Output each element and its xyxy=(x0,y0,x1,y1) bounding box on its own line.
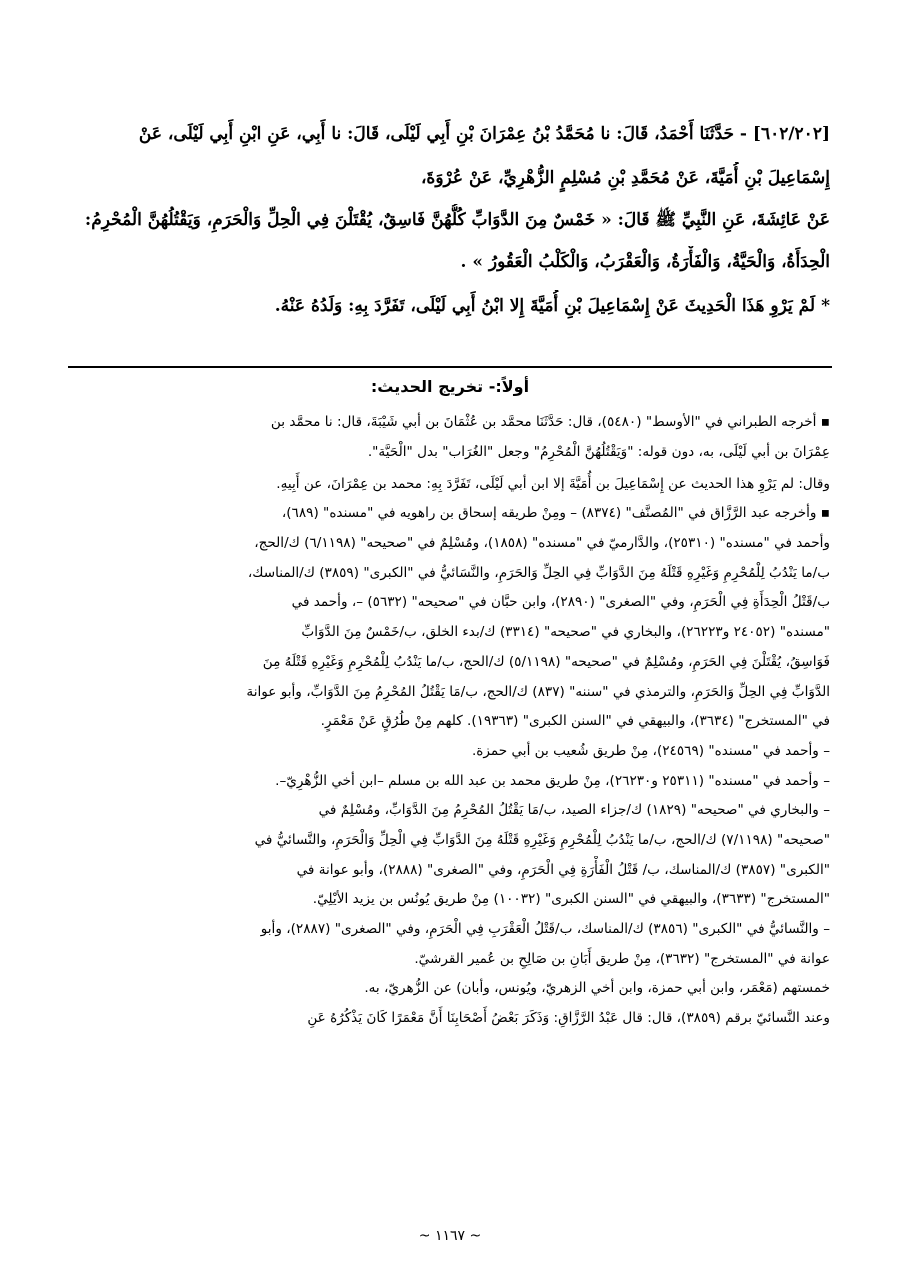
body-line: ب/قَتْلُ الْحِدَأَةِ فِي الْحَرَمِ، وفي "الصغرى" (٢٨٩٠)، وابن حبَّان في "صحيحه" (٥٦٣٢) –، وأحمد في xyxy=(291,594,830,611)
hadith-line-1: [٦٠٢/٢٠٢] - حَدَّثَنَا أَحْمَدُ، قَالَ: نا مُحَمَّدُ بْنُ عِمْرَانَ بْنِ أَبِي لَيْلَى، قَالَ: نا أَبِي، عَنِ ابْنِ أَبِي لَيْلَى، عَنْ xyxy=(138,124,830,144)
body-line: عِمْرَانَ بن أبي لَيْلَى، به، دون قوله: "وَيَقْتُلُهُنَّ الْمُحْرِمُ" وجعل "الغُرَاب" بدل "الْحَيَّة". xyxy=(367,443,830,460)
hadith-note-text: لَمْ يَرْوِ هَذَا الْحَدِيثَ عَنْ إِسْمَاعِيلَ بْنِ أُمَيَّةَ إِلا ابْنُ أَبِي لَيْلَى، تَفَرَّدَ بِهِ: وَلَدُهُ عَنْهُ. xyxy=(274,296,816,316)
body-line: "صحيحه" (٧/١١٩٨) ك/الحج، ب/ما يَنْدُبُ لِلْمُحْرِمِ وَغَيْرِهِ قَتْلَهُ مِنَ الدَّوَابِّ فِي الْحِلِّ وَالْحَرَمِ، والنَّسائيُّ في xyxy=(254,831,830,848)
body-line: فَوَاسِقُ، يُقْتَلْنَ فِي الحَرَمِ، ومُسْلِمٌ في "صحيحه" (٥/١١٩٨) ك/الحج، ب/ما يَنْدُبُ لِلْمُحْرِمِ وَغَيْرِهِ قَتْلَهُ مِنَ xyxy=(262,653,830,670)
page-number: ~ ١١٦٧ ~ xyxy=(418,1228,482,1244)
body-line: الدَّوَابِّ فِي الحِلِّ وَالحَرَمِ، والترمذي في "سننه" (٨٣٧) ك/الحج، ب/مَا يَقْتُلُ المُحْرِمُ مِنَ الدَّوَابِّ، وأبو عوانة xyxy=(246,683,830,700)
section-divider xyxy=(68,366,832,368)
body-line: ب/ما يَنْدُبُ لِلْمُحْرِمِ وَغَيْرِهِ قَتْلَهُ مِنَ الدَّوَابِّ فِي الحِلِّ وَالحَرَمِ، والنَّسَائيُّ في "الكبرى" (٣٨٥٩) ك/المناسك، xyxy=(247,564,830,581)
body-line: ▪ أخرجه الطبراني في "الأوسط" (٥٤٨٠)، قال: حَدَّثَنَا محمَّد بن عُثْمَانَ بن أبي شَيْبَةَ، قال: نا محمَّد بن xyxy=(270,414,830,430)
body-line: – والنَّسائيُّ في "الكبرى" (٣٨٥٦) ك/المناسك، ب/قَتْلُ الْعَقْرَبِ فِي الْحَرَمِ، وفي "الصغرى" (٢٨٨٧)، وأبو xyxy=(260,921,830,937)
section-heading: أولاً:- تخريج الحديث: xyxy=(370,377,530,396)
body-line: – وأحمد في "مسنده" (٢٥٣١١ و٢٦٢٣٠)، مِنْ طريق محمد بن عبد الله بن مسلم –ابن أخي الزُّهْرِيّ–. xyxy=(275,772,830,789)
body-line: عوانة في "المستخرج" (٣٦٣٢)، مِنْ طريق أَبَانِ بن صَالِحِ بن عُمير القرشيّ. xyxy=(414,950,830,967)
body-line: في "المستخرج" (٣٦٣٤)، والبيهقي في "السنن الكبرى" (١٩٣٦٣). كلهم مِنْ طُرُقٍ عَنْ مَعْمَرٍ. xyxy=(320,713,830,730)
body-line: "مسنده" (٢٤٠٥٢ و٢٦٢٢٣)، والبخاري في "صحيحه" (٣٣١٤) ك/بدء الخلق، ب/خَمْسٌ مِنَ الدَّوَابِّ xyxy=(301,624,830,641)
body-line: – وأحمد في "مسنده" (٢٤٥٦٩)، مِنْ طريق شُعيب بن أبي حمزة. xyxy=(471,742,830,759)
body-line: وعند النَّسائيّ برقم (٣٨٥٩)، قال: قال عَبْدُ الرَّزَّاقِ: وَذَكَرَ بَعْضُ أَصْحَابِنَا أَنَّ مَعْمَرًا كَانَ يَذْكُرُهُ عَنِ xyxy=(307,1010,830,1027)
hadith-line-3: عَنْ عَائِشَةَ، عَنِ النَّبِيِّ ﷺ قَالَ: « خَمْسٌ مِنَ الدَّوَابِّ كُلُّهُنَّ فَاسِقٌ، يُقْتَلْنَ فِي الْحِلِّ وَالْحَرَمِ، وَيَقْتُلُهُنَّ الْمُحْرِمُ: xyxy=(84,210,830,230)
body-line: خمستهم (مَعْمَر، وابن أبي حمزة، وابن أخي الزهريّ، ويُونس، وأبان) عن الزُّهريّ، به. xyxy=(364,980,830,997)
hadith-line-4: الْحِدَأَةُ، وَالْحَيَّةُ، وَالْفَأْرَةُ، وَالْعَقْرَبُ، وَالْكَلْبُ الْعَقُورُ » . xyxy=(460,252,830,272)
body-line: "المستخرج" (٣٦٣٣)، والبيهقي في "السنن الكبرى" (١٠٠٣٢) مِنْ طريق يُونُس بن يزيد الأيْلِيّ. xyxy=(312,891,830,908)
body-line: وقال: لم يَرْوِ هذا الحديث عن إِسْمَاعِيلَ بن أُمَيَّةَ إلا ابن أبي لَيْلَى، تَفَرَّدَ بِهِ: محمد بن عِمْرَانَ، عن أَبِيهِ. xyxy=(276,475,830,492)
body-line: وأحمد في "مسنده" (٢٥٣١٠)، والدَّارميّ في "مسنده" (١٨٥٨)، ومُسْلِمٌ في "صحيحه" (٦/١١٩٨) ك/الحج، xyxy=(254,535,830,552)
body-line: ▪ وأخرجه عبد الرَّزَّاق في "المُصنَّف" (٨٣٧٤) – ومِنْ طريقه إسحاق بن راهويه في "مسنده" (٦٨٩)، xyxy=(281,505,830,522)
hadith-line-2: إِسْمَاعِيلَ بْنِ أُمَيَّةَ، عَنْ مُحَمَّدِ بْنِ مُسْلِمٍ الزُّهْرِيِّ، عَنْ عُرْوَةَ، xyxy=(420,168,830,188)
body-line: "الكبرى" (٣٨٥٧) ك/المناسك، ب/ قَتْلُ الْفَأْرَةِ فِي الْحَرَمِ، وفي "الصغرى" (٢٨٨٨)، وأبو عوانة في xyxy=(296,861,830,878)
takhrij-body xyxy=(62,408,830,1034)
hadith-text xyxy=(70,118,830,322)
asterisk-icon: * xyxy=(821,296,830,316)
hadith-note xyxy=(70,290,830,322)
body-line: – والبخاري في "صحيحه" (١٨٢٩) ك/جزاء الصيد، ب/مَا يَقْتُلُ المُحْرِمُ مِنَ الدَّوَابِّ، ومُسْلِمٌ في xyxy=(318,802,830,819)
